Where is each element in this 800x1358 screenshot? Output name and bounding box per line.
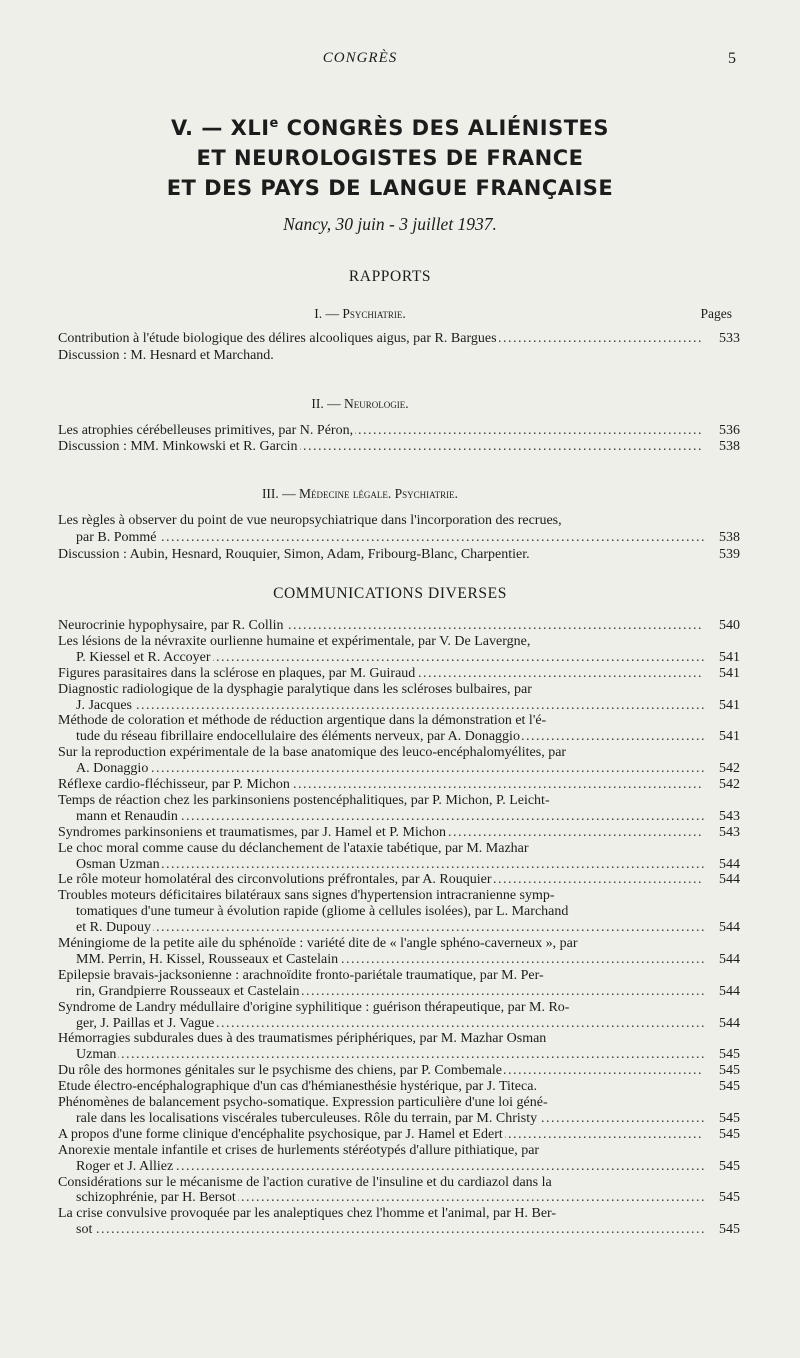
section-heading [60, 396, 732, 414]
toc-entry-line [76, 529, 740, 547]
page-number: 5 [728, 50, 736, 67]
toc-entry-page: 539 [719, 547, 740, 562]
toc-entry-text-content: Les lésions de la névraxite ourlienne humaine et expérimentale, par V. De Lavergne, [58, 634, 531, 649]
communications-heading: COMMUNICATIONS DIVERSES [273, 585, 507, 602]
congress-title-prefix: V. — XLI [170, 116, 270, 140]
toc-entry-page: 538 [719, 439, 740, 454]
toc-entry-text-content: sot [76, 1222, 93, 1237]
toc-entry-text-content: Etude électro-encéphalographique d'un cas d'hémianesthésie hystérique, par J. Titeca. [58, 1079, 537, 1094]
congress-title-line-2: ET NEUROLOGISTES DE FRANCE [196, 146, 584, 170]
congress-title-line-3: ET DES PAYS DE LANGUE FRANÇAISE [166, 176, 614, 200]
toc-entry-text-content: J. Jacques [76, 698, 132, 713]
toc-entry-text-content: Les atrophies cérébelleuses primitives, par N. Péron, [58, 423, 354, 438]
congress-ordinal-superscript: e [269, 116, 279, 131]
section-title: II. — Neurologie. [311, 396, 409, 411]
toc-entry-page: 545 [719, 1063, 740, 1078]
toc-entry-text-content: Anorexie mentale infantile et crises de hurlements stéréotypés d'allure pithiatique, par [58, 1143, 540, 1158]
toc-entry-text-content: MM. Perrin, H. Kissel, Rousseaux et Castelain [76, 952, 339, 967]
toc-entry-text [58, 512, 564, 530]
toc-entry-page: 536 [719, 423, 740, 438]
toc-entry-line [76, 1221, 740, 1239]
toc-entry-page: 544 [719, 920, 740, 935]
toc-entry-text-content: schizophrénie, par H. Bersot [76, 1190, 236, 1205]
toc-entry-text [76, 529, 159, 547]
section-title: III. — Médecine légale. Psychiatrie. [261, 486, 459, 501]
toc-entry-page: 544 [719, 984, 740, 999]
section-heading [60, 306, 732, 324]
toc-entry-text-content: Hémorragies subdurales dues à des traumatismes périphériques, par M. Mazhar Osman [58, 1031, 547, 1046]
toc-entry-text-content: Le rôle moteur homolatéral des circonvolutions préfrontales, par A. Rouquier [58, 872, 492, 887]
toc-entry-page: 541 [719, 698, 740, 713]
toc-entry-text-content: P. Kiessel et R. Accoyer [76, 650, 211, 665]
pages-column-label: Pages [700, 306, 732, 321]
toc-entry-text-content: Figures parasitaires dans la sclérose en plaques, par M. Guiraud [58, 666, 416, 681]
toc-entry-text-content: Méningiome de la petite aile du sphénoïde : variété dite de « l'angle sphéno-caverneux », par [58, 936, 578, 951]
toc-entry-text-content: Epilepsie bravais-jacksonienne : arachnoïdite fronto-pariétale traumatique, par M. Per- [58, 968, 544, 983]
congress-place-date: Nancy, 30 juin - 3 juillet 1937. [283, 214, 497, 234]
toc-entry-page: 542 [719, 777, 740, 792]
toc-entry-page: 542 [719, 761, 740, 776]
leader-dots [76, 529, 704, 547]
toc-entry-text [58, 546, 532, 564]
toc-entry-page: 545 [719, 1127, 740, 1142]
toc-entry-text-content: Roger et J. Alliez [76, 1159, 174, 1174]
toc-entry-text-content: Contribution à l'étude biologique des délires alcooliques aigus, par R. Bargues [58, 331, 497, 346]
congress-title-line-1 [60, 116, 720, 140]
toc-entry-page: 545 [719, 1047, 740, 1062]
toc-entry-text-content: par B. Pommé [76, 530, 157, 545]
toc-entry-text-content: Temps de réaction chez les parkinsoniens postencéphalitiques, par P. Michon, P. Leicht- [58, 793, 550, 808]
toc-entry-text-content: Les règles à observer du point de vue neuropsychiatrique dans l'incorporation des recrues, [58, 513, 562, 528]
toc-entry-text-content: Diagnostic radiologique de la dysphagie paralytique dans les scléroses bulbaires, par [58, 682, 532, 697]
toc-entry-text [58, 330, 499, 348]
section-title: I. — Psychiatrie. [314, 306, 406, 321]
toc-entry-text-content: Troubles moteurs déficitaires bilatéraux sans signes d'hypertension intracranienne symp- [58, 888, 555, 903]
toc-entry-text-content: Discussion : MM. Minkowski et R. Garcin [58, 439, 298, 454]
toc-entry-text-content: Uzman [76, 1047, 117, 1062]
toc-entry-page: 541 [719, 729, 740, 744]
toc-entry-text [58, 438, 300, 456]
toc-entry-page: 545 [719, 1111, 740, 1126]
toc-entry-page: 541 [719, 650, 740, 665]
toc-entry-page: 538 [719, 530, 740, 545]
toc-entry-line [58, 512, 740, 530]
toc-entry-text-content: Réflexe cardio-fléchisseur, par P. Michon [58, 777, 290, 792]
toc-entry-text-content: Discussion : M. Hesnard et Marchand. [58, 348, 274, 363]
toc-entry-text-content: rin, Grandpierre Rousseaux et Castelain [76, 984, 300, 999]
toc-entry-text-content: A. Donaggio [76, 761, 149, 776]
leader-dots [76, 1221, 704, 1239]
toc-entry-line [58, 438, 740, 456]
toc-entry-text-content: ger, J. Paillas et J. Vague [76, 1016, 215, 1031]
toc-entry-page: 541 [719, 666, 740, 681]
toc-entry-page: 545 [719, 1159, 740, 1174]
toc-entry-page: 543 [719, 809, 740, 824]
congress-title-suffix: CONGRÈS DES ALIÉNISTES [278, 116, 609, 140]
toc-entry-text-content: La crise convulsive provoquée par les analeptiques chez l'homme et l'animal, par H. Ber- [58, 1206, 557, 1221]
toc-entry-text-content: Osman Uzman [76, 857, 160, 872]
toc-entry-text-content: Méthode de coloration et méthode de réduction argentique dans la démonstration et l'é- [58, 713, 547, 728]
toc-entry-text-content: Du rôle des hormones génitales sur le psychisme des chiens, par P. Combemale [58, 1063, 503, 1078]
toc-entry-page: 545 [719, 1190, 740, 1205]
toc-entry-text-content: rale dans les localisations viscérales tuberculeuses. Rôle du terrain, par M. Christy [76, 1111, 538, 1126]
toc-entry-page: 544 [719, 1016, 740, 1031]
toc-entry-text-content: tude du réseau fibrillaire endocellulaire des éléments nerveux, par A. Donaggio [76, 729, 520, 744]
toc-entry-page: 543 [719, 825, 740, 840]
toc-entry-text-content: tomatiques d'une tumeur à évolution rapide (gliome à cellules isolées), par L. Marchand [76, 904, 569, 919]
toc-entry-text-content: Neurocrinie hypophysaire, par R. Collin [58, 618, 284, 633]
toc-entry-text-content: Sur la reproduction expérimentale de la base anatomique des leuco-encéphalomyélites, par [58, 745, 567, 760]
toc-entry-page: 544 [719, 872, 740, 887]
running-head-title: CONGRÈS [322, 50, 398, 66]
toc-entry-text-content: Syndromes parkinsoniens et traumatismes, par J. Hamel et P. Michon [58, 825, 447, 840]
toc-entry-page: 544 [719, 952, 740, 967]
toc-entry-text [76, 1221, 94, 1239]
toc-entry-text-content: Phénomènes de balancement psycho-somatique. Expression particulière d'une loi géné- [58, 1095, 548, 1110]
toc-entry-line [58, 330, 740, 348]
toc-entry-page: 544 [719, 857, 740, 872]
toc-entry-page: 540 [719, 618, 740, 633]
toc-entry-page: 533 [719, 331, 740, 346]
toc-entry-page: 545 [719, 1222, 740, 1237]
toc-entry-text-content: A propos d'une forme clinique d'encéphalite psychosique, par J. Hamel et Edert [58, 1127, 503, 1142]
section-heading [60, 486, 732, 504]
toc-entry-line [58, 546, 740, 564]
toc-entry-text-content: Le choc moral comme cause du déclanchement de l'ataxie tabétique, par M. Mazhar [58, 841, 529, 856]
toc-entry-text-content: mann et Renaudin [76, 809, 178, 824]
toc-entry-text-content: Syndrome de Landry médullaire d'origine syphilitique : guérison thérapeutique, par M. Ro- [58, 1000, 570, 1015]
toc-entry-text-content: et R. Dupouy [76, 920, 152, 935]
running-head [0, 50, 800, 70]
toc-entry-text [58, 347, 276, 365]
toc-entry-text-content: Discussion : Aubin, Hesnard, Rouquier, Simon, Adam, Fribourg-Blanc, Charpentier. [58, 547, 530, 562]
toc-entry-line [58, 347, 740, 365]
rapports-heading: RAPPORTS [348, 268, 432, 285]
toc-entry-text-content: Considérations sur le mécanisme de l'action curative de l'insuline et du cardiazol dans la [58, 1175, 552, 1190]
toc-entry-page: 545 [719, 1079, 740, 1094]
